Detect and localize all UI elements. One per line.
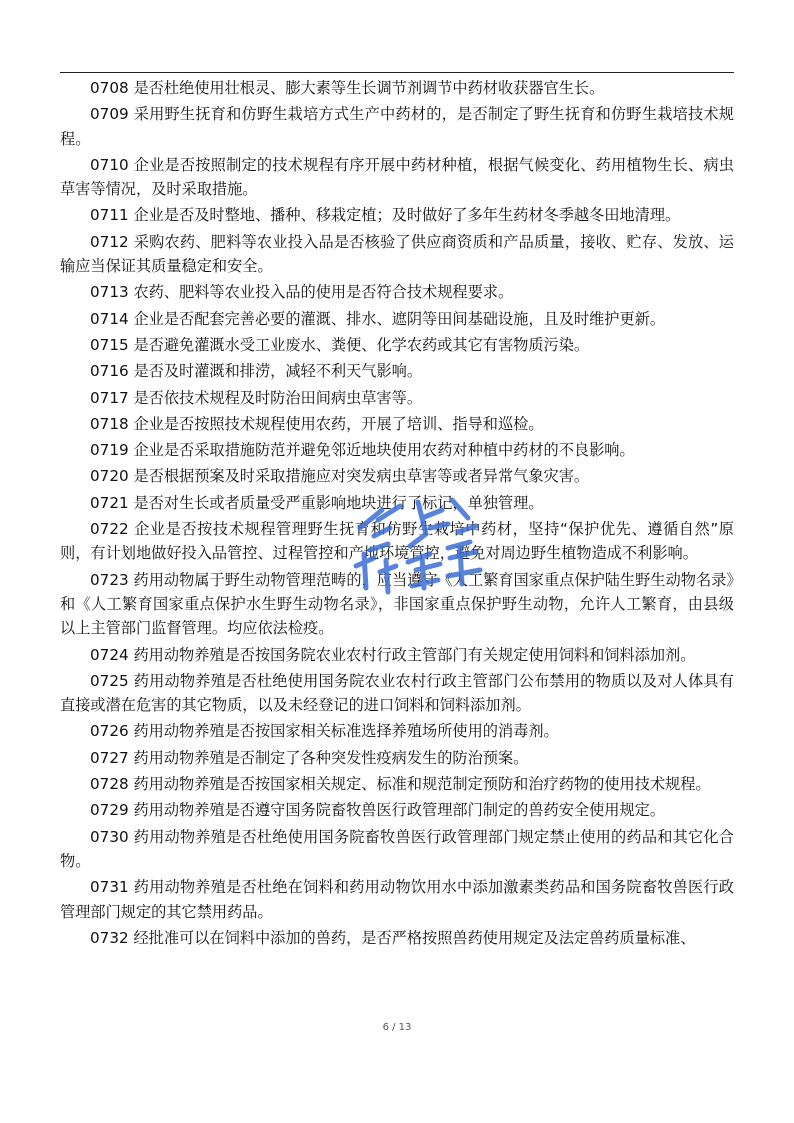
paragraph-0715: 0715 是否避免灌溉水受工业废水、粪便、化学农药或其它有害物质污染。: [90, 335, 590, 354]
paragraph-0731: 0731 药用动物养殖是否杜绝在饲料和药用动物饮用水中添加激素类药品和国务院畜牧兽医行政管理部门规定的其它禁用药品。: [60, 878, 734, 921]
paragraph-0726: 0726 药用动物养殖是否按国家相关标准选择养殖场所使用的消毒剂。: [90, 722, 559, 741]
paragraph-0730: 0730 药用动物养殖是否杜绝使用国务院畜牧兽医行政管理部门规定禁止使用的药品和其它化合物。: [60, 827, 734, 870]
paragraph-0714: 0714 企业是否配套完善必要的灌溉、排水、遮阴等田间基础设施，且及时维护更新。: [90, 309, 666, 328]
paragraph-0732: 0732 经批准可以在饲料中添加的兽药，是否严格按照兽药使用规定及法定兽药质量标准、: [90, 928, 696, 947]
paragraph-0709: 0709 采用野生抚育和仿野生栽培方式生产中药材的，是否制定了野生抚育和仿野生栽培技术规程。: [60, 105, 734, 148]
paragraph-0727: 0727 药用动物养殖是否制定了各种突发性疫病发生的防治预案。: [90, 748, 529, 767]
paragraph-0710: 0710 企业是否按照制定的技术规程有序开展中药材种植，根据气候变化、药用植物生长、病虫草害等情况，及时采取措施。: [60, 155, 734, 199]
document-body: [60, 76, 734, 952]
paragraph-0725: 0725 药用动物养殖是否杜绝使用国务院农业农村行政主管部门公布禁用的物质以及对人体具有直接或潜在危害的其它物质，以及未经登记的进口饲料和饲料添加剂。: [60, 671, 734, 715]
page-number: 6 / 13: [382, 1022, 412, 1033]
paragraph-0713: 0713 农药、肥料等农业投入品的使用是否符合技术规程要求。: [90, 283, 514, 302]
paragraph-0723: 0723 药用动物属于野生动物管理范畴的，应当遵守《人工繁育国家重点保护陆生野生动物名录》和《人工繁育国家重点保护水生野生动物名录》，非国家重点保护野生动物，允许人工繁育，由县级以上主管部门监督管理。均应依法检疫。: [60, 570, 734, 638]
paragraph-0729: 0729 药用动物养殖是否遵守国务院畜牧兽医行政管理部门制定的兽药安全使用规定。: [90, 801, 666, 820]
paragraph-0708: 0708 是否杜绝使用壮根灵、膨大素等生长调节剂调节中药材收获器官生长。: [90, 79, 605, 97]
paragraph-0712: 0712 采购农药、肥料等农业投入品是否核验了供应商资质和产品质量，接收、贮存、发放、运输应当保证其质量稳定和安全。: [60, 232, 734, 276]
paragraph-0721: 0721 是否对生长或者质量受严重影响地块进行了标记，单独管理。: [90, 493, 544, 512]
paragraph-0724: 0724 药用动物养殖是否按国务院农业农村行政主管部门有关规定使用饲料和饲料添加剂。: [90, 645, 696, 664]
header-rule: [60, 72, 734, 73]
paragraph-0719: 0719 企业是否采取措施防范并避免邻近地块使用农药对种植中药材的不良影响。: [90, 441, 635, 460]
paragraph-0717: 0717 是否依技术规程及时防治田间病虫草害等。: [90, 388, 423, 407]
paragraph-0722: 0722 企业是否按技术规程管理野生抚育和仿野生栽培中药材，坚持“保护优先、遵循自然”原则，有计划地做好投入品管控、过程管控和产地环境管控，避免对周边野生植物造成不利影响。: [60, 520, 734, 563]
paragraph-0718: 0718 企业是否按照技术规程使用农药，开展了培训、指导和巡检。: [90, 414, 544, 433]
paragraph-0728: 0728 药用动物养殖是否按国家相关规定、标准和规范制定预防和治疗药物的使用技术规程。: [90, 775, 711, 794]
paragraph-0720: 0720 是否根据预案及时采取措施应对突发病虫草害等或者异常气象灾害。: [90, 467, 590, 486]
paragraph-0711: 0711 企业是否及时整地、播种、移栽定植；及时做好了多年生药材冬季越冬田地清理。: [90, 206, 681, 225]
paragraph-0716: 0716 是否及时灌溉和排涝，减轻不利天气影响。: [90, 362, 423, 381]
